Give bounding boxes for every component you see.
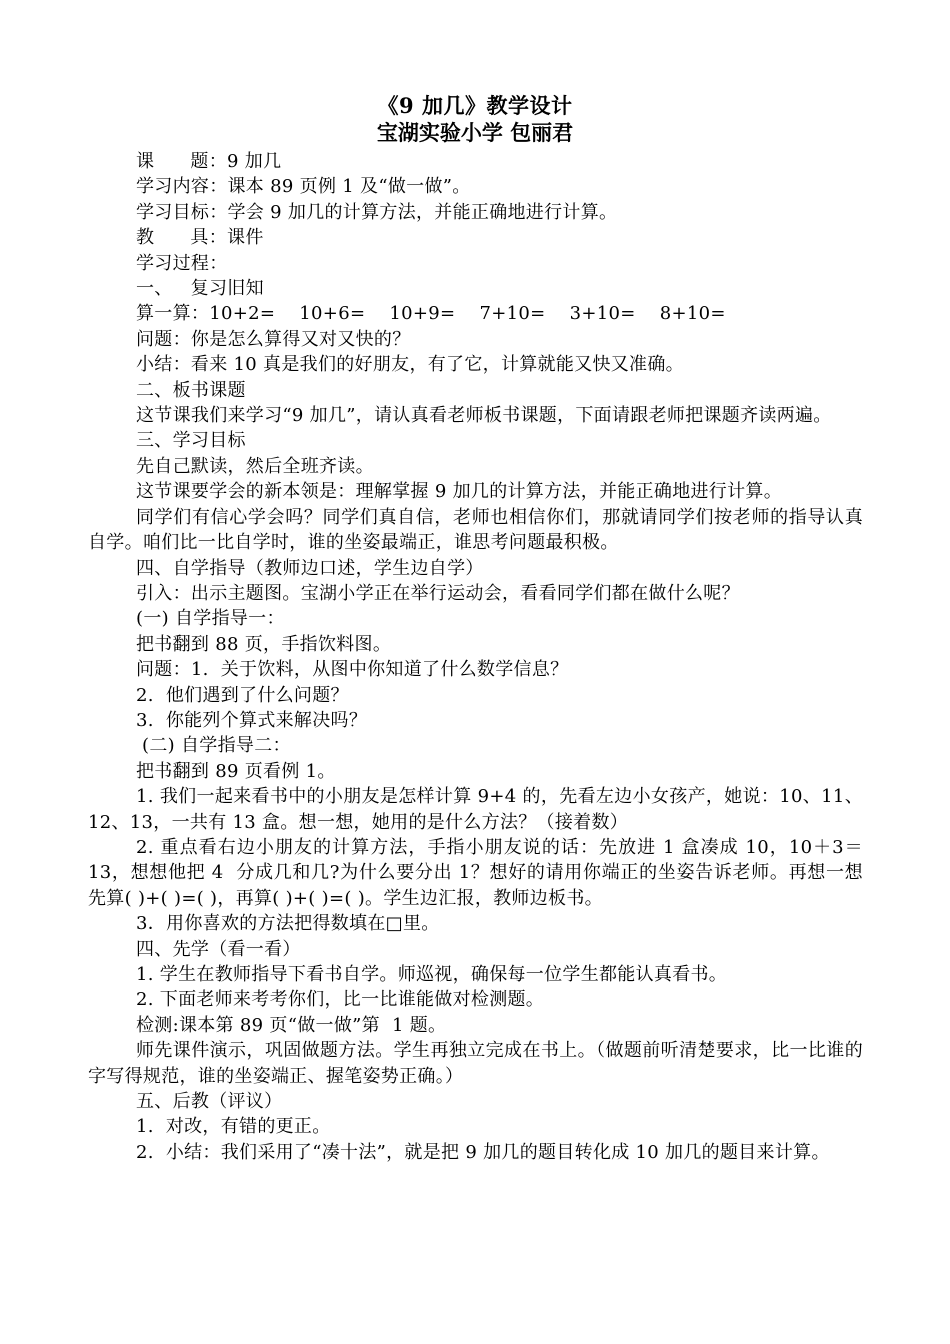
document-title: 《9 加几》教学设计	[377, 93, 573, 118]
subheading-guide-one: (一) 自学指导一：	[136, 608, 285, 630]
body-text	[88, 149, 863, 1165]
list-item-question-2: 2. 他们遇到了什么问题？	[136, 684, 349, 706]
list-item-correct: 1. 对改，有错的更正。	[136, 1116, 331, 1138]
paragraph-confidence: 同学们有信心学会吗？同学们真自信，老师也相信你们，那就请同学们按老师的指导认真自学。咱们比一比自学时，谁的坐姿最端正，谁思考问题最积极。	[88, 506, 863, 554]
paragraph-page-88: 把书翻到 88 页，手指饮料图。	[136, 633, 392, 655]
list-item-read-book: 1. 学生在教师指导下看书自学。师巡视，确保每一位学生都能认真看书。	[136, 964, 728, 985]
list-item-fill-box: 3．用你喜欢的方法把得数填在□里。	[136, 913, 440, 935]
list-item-right-method: 2. 重点看右边小朋友的计算方法，手指小朋友说的话：先放进 1 盒凑成 10，10＋3＝13，想想他把 4 分成几和几?为什么要分出 1？想好的请用你端正的坐姿告诉老师。再想一想先算( )+( )=( )，再算( )+( )=( )。学生边汇报，教师边板书。	[88, 836, 863, 909]
list-item-summary: 2. 小结：我们采用了“凑十法”，就是把 9 加几的题目转化成 10 加几的题目来计算。	[136, 1141, 830, 1163]
list-item-left-method: 1. 我们一起来看书中的小朋友是怎样计算 9+4 的，先看左边小女孩产，她说：10、11、12、13，一共有 13 盒。想一想，她用的是什么方法？（接着数）	[88, 786, 863, 833]
subheading-guide-two: (二) 自学指导二：	[136, 735, 291, 757]
title-block	[0, 92, 950, 146]
section-heading-self-study: 四、自学指导（教师边口述，学生边自学）	[136, 557, 484, 579]
paragraph-learning-process: 学习过程：	[136, 252, 228, 274]
paragraph-summary: 小结：看来 10 真是我们的好朋友，有了它，计算就能又快又准确。	[136, 354, 684, 376]
list-item-question-3: 3. 你能列个算式来解决吗？	[136, 709, 368, 731]
section-heading-review: 一、 复习旧知	[136, 278, 264, 300]
section-heading-goals: 三、学习目标	[136, 430, 246, 452]
paragraph-introduction: 引入：出示主题图。宝湖小学正在举行运动会，看看同学们都在做什么呢？	[136, 582, 740, 604]
paragraph-learning-content: 学习内容：课本 89 页例 1 及“做一做”。	[136, 176, 471, 198]
paragraph-demonstration: 师先课件演示，巩固做题方法。学生再独立完成在书上。（做题前听清楚要求，比一比谁的字写得规范，谁的坐姿端正、握笔姿势正确。）	[88, 1040, 863, 1087]
author-line: 宝湖实验小学 包丽君	[376, 120, 574, 145]
paragraph-board-title: 这节课我们来学习“9 加几”，请认真看老师板书课题，下面请跟老师把课题齐读两遍。	[136, 405, 832, 427]
paragraph-learning-goal: 学习目标：学会 9 加几的计算方法，并能正确地进行计算。	[136, 201, 618, 223]
paragraph-calculations: 算一算：10+2= 10+6= 10+9= 7+10= 3+10= 8+10=	[136, 303, 726, 325]
paragraph-teaching-tools: 教 具：课件	[136, 227, 264, 249]
paragraph-read-silently: 先自己默读，然后全班齐读。	[136, 455, 374, 477]
paragraph-page-89: 把书翻到 89 页看例 1。	[136, 760, 336, 782]
section-heading-learn-first: 四、先学（看一看）	[136, 938, 301, 960]
paragraph-new-skill: 这节课要学会的新本领是：理解掌握 9 加几的计算方法，并能正确地进行计算。	[136, 481, 782, 503]
paragraph-subject: 课 题：9 加几	[136, 151, 282, 172]
paragraph-check: 检测:课本第 89 页“做一做”第 1 题。	[136, 1014, 447, 1036]
paragraph-question: 问题：你是怎么算得又对又快的？	[136, 328, 411, 350]
list-item-question-1: 问题：1. 关于饮料，从图中你知道了什么数学信息？	[136, 659, 569, 681]
section-heading-teach-after: 五、后教（评议）	[136, 1091, 283, 1113]
list-item-test: 2. 下面老师来考考你们，比一比谁能做对检测题。	[136, 989, 545, 1011]
section-heading-board-title: 二、板书课题	[136, 379, 246, 401]
